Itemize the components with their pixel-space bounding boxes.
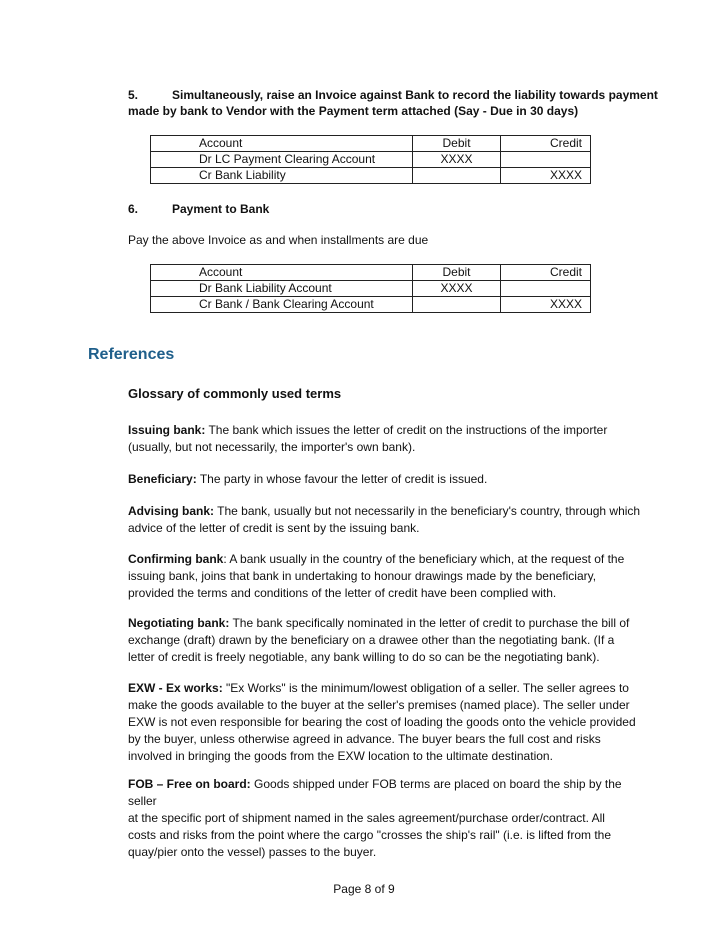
step-6-heading bbox=[128, 200, 269, 218]
step-6-title: Payment to Bank bbox=[172, 202, 270, 216]
account-cell: Dr LC Payment Clearing Account bbox=[151, 152, 413, 168]
glossary-entry-fob bbox=[128, 776, 648, 861]
glossary-text: EXW is not even responsible for bearing the cost of loading the goods onto the vehicle provided bbox=[128, 715, 636, 729]
glossary-text: involved in bringing the goods from the EXW location to the ultimate destination. bbox=[128, 749, 553, 763]
account-cell: Dr Bank Liability Account bbox=[151, 281, 413, 297]
debit-cell bbox=[413, 297, 500, 313]
account-cell: Cr Bank / Bank Clearing Account bbox=[151, 297, 413, 313]
references-heading: References bbox=[88, 346, 175, 363]
table-header-row bbox=[151, 265, 591, 281]
glossary-text: : A bank usually in the country of the beneficiary which, at the request of the bbox=[223, 552, 625, 566]
table-row bbox=[151, 152, 591, 168]
glossary-text: Goods shipped under FOB terms are placed on board the ship by the seller bbox=[128, 777, 622, 808]
ledger-table-2 bbox=[150, 264, 591, 313]
page-number: Page 8 of 9 bbox=[333, 882, 395, 896]
ledger-table-1 bbox=[150, 135, 591, 184]
step-6-text: Pay the above Invoice as and when installments are due bbox=[128, 233, 429, 247]
glossary-term: Advising bank: bbox=[128, 504, 215, 518]
glossary-term: FOB – Free on board: bbox=[128, 777, 251, 791]
table-row bbox=[151, 168, 591, 184]
account-header: Account bbox=[151, 136, 413, 152]
glossary-title: Glossary of commonly used terms bbox=[128, 386, 342, 401]
glossary-text: letter of credit is freely negotiable, any bank willing to do so can be the negotiating bank). bbox=[128, 650, 600, 664]
step-6-number: 6. bbox=[128, 202, 139, 216]
glossary-term: Confirming bank bbox=[128, 552, 224, 566]
glossary-text: The bank specifically nominated in the letter of credit to purchase the bill of bbox=[232, 616, 630, 630]
credit-cell: XXXX bbox=[500, 297, 590, 313]
glossary-text: make the goods available to the buyer at the seller's premises (named place). The seller under bbox=[128, 698, 630, 712]
glossary-term: Negotiating bank: bbox=[128, 616, 230, 630]
glossary-term: Beneficiary: bbox=[128, 472, 197, 486]
debit-cell: XXXX bbox=[413, 152, 500, 168]
account-cell: Cr Bank Liability bbox=[151, 168, 413, 184]
credit-header: Credit bbox=[500, 265, 590, 281]
glossary-text: The bank which issues the letter of credit on the instructions of the importer bbox=[208, 423, 608, 437]
glossary-text: The bank, usually but not necessarily in the beneficiary's country, through which bbox=[217, 504, 641, 518]
table-row bbox=[151, 281, 591, 297]
glossary-text: issuing bank, joins that bank in undertaking to honour drawings made by the beneficiary, bbox=[128, 569, 597, 583]
glossary-text: "Ex Works" is the minimum/lowest obligation of a seller. The seller agrees to bbox=[226, 681, 629, 695]
debit-cell: XXXX bbox=[413, 281, 500, 297]
debit-cell bbox=[413, 168, 500, 184]
glossary-text: The party in whose favour the letter of credit is issued. bbox=[199, 472, 488, 486]
table-header-row bbox=[151, 136, 591, 152]
glossary-text: by the buyer, unless otherwise agreed in advance. The buyer bears the full cost and risks bbox=[128, 732, 601, 746]
step-5-number: 5. bbox=[128, 88, 139, 102]
glossary-text: at the specific port of shipment named in the sales agreement/purchase order/contract. All bbox=[128, 811, 605, 825]
step-5-line-2: made by bank to Vendor with the Payment term attached (Say - Due in 30 days) bbox=[128, 104, 579, 118]
glossary-text: (usually, but not necessarily, the importer's own bank). bbox=[128, 440, 416, 454]
glossary-text: exchange (draft) drawn by the beneficiary on a drawee other than the negotiating bank. (If a bbox=[128, 633, 615, 647]
glossary-term: EXW - Ex works: bbox=[128, 681, 223, 695]
glossary-term: Issuing bank: bbox=[128, 423, 206, 437]
glossary-entry-beneficiary bbox=[128, 471, 648, 488]
credit-header: Credit bbox=[500, 136, 590, 152]
debit-header: Debit bbox=[413, 265, 500, 281]
credit-cell bbox=[500, 152, 590, 168]
glossary-text: quay/pier onto the vessel) passes to the buyer. bbox=[128, 845, 377, 859]
account-header: Account bbox=[151, 265, 413, 281]
glossary-entry-negotiating-bank bbox=[128, 615, 648, 666]
credit-cell: XXXX bbox=[500, 168, 590, 184]
glossary-entry-advising-bank bbox=[128, 503, 648, 537]
credit-cell bbox=[500, 281, 590, 297]
glossary-entry-issuing-bank bbox=[128, 422, 648, 456]
glossary-text: provided the terms and conditions of the letter of credit have been complied with. bbox=[128, 586, 557, 600]
step-5-line-1: Simultaneously, raise an Invoice against Bank to record the liability towards payment bbox=[172, 88, 658, 102]
glossary-entry-exw bbox=[128, 680, 648, 765]
glossary-text: costs and risks from the point where the cargo "crosses the ship's rail" (i.e. is lifted from the bbox=[128, 828, 612, 842]
debit-header: Debit bbox=[413, 136, 500, 152]
glossary-text: advice of the letter of credit is sent by the issuing bank. bbox=[128, 521, 420, 535]
table-row bbox=[151, 297, 591, 313]
glossary-entry-confirming-bank bbox=[128, 551, 648, 602]
